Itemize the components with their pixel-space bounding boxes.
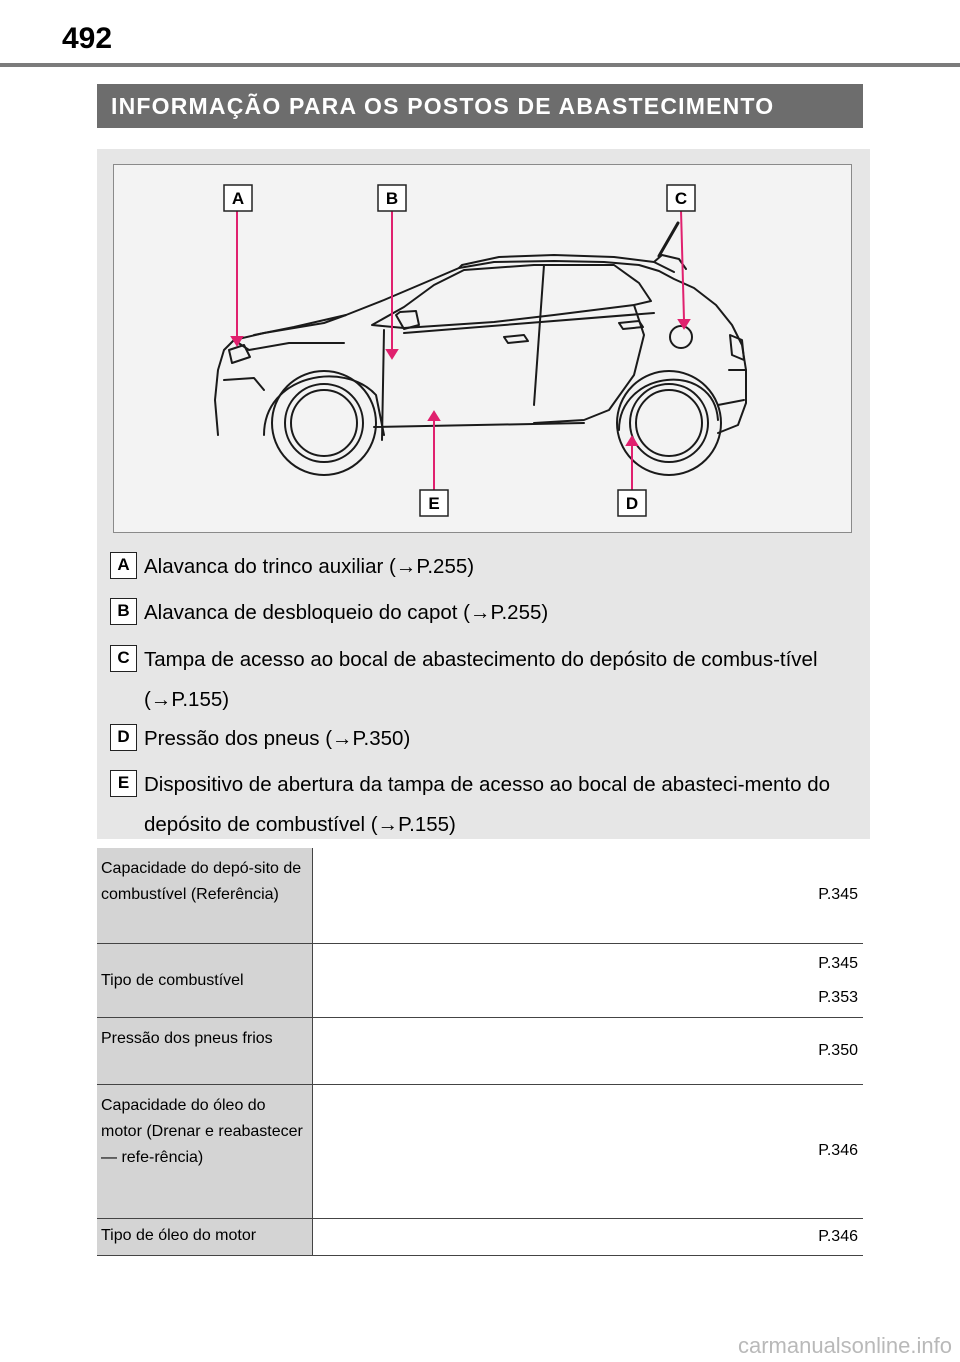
row-value-oil-type: P.346 — [818, 1227, 858, 1245]
legend-badge-a: A — [110, 552, 137, 579]
legend-badge-b: B — [110, 598, 137, 625]
row-value-fuel-type-1: P.345 — [818, 955, 858, 972]
callout-e: E — [428, 494, 440, 513]
legend-text-a: Alavanca do trinco auxiliar (→P.255) — [144, 555, 475, 578]
callout-a: A — [231, 189, 245, 208]
row-label-oil-capacity: Capacidade do óleo do motor (Drenar e reabastecer — refe-rência) — [97, 1084, 312, 1218]
legend-text-e: Dispositivo de abertura da tampa de acesso ao bocal de abasteci-mento do depósito de combustível (→P.155) — [144, 773, 831, 836]
row-value-fuel-type-2: P.353 — [818, 989, 858, 1006]
row-value-tire-pressure: P.350 — [818, 1041, 858, 1059]
legend-badge-d: D — [110, 724, 137, 751]
row-value-oil-capacity: P.346 — [818, 1142, 858, 1159]
car-illustration — [113, 164, 852, 533]
legend-badge-e: E — [110, 770, 137, 797]
row-values-fuel-type — [312, 943, 863, 1017]
header-rule — [0, 63, 960, 67]
table-row — [97, 943, 863, 1017]
callout-d: D — [625, 494, 639, 513]
legend-badge-c: C — [110, 645, 137, 672]
row-label-fuel-capacity: Capacidade do depó-sito de combustível (Referência) — [97, 848, 312, 943]
callout-b: B — [385, 189, 399, 208]
table-row — [97, 1218, 863, 1255]
page-number: 492 — [62, 22, 113, 55]
watermark: carmanualsonline.info — [737, 1333, 952, 1358]
row-value-fuel-capacity: P.345 — [818, 886, 858, 904]
legend-text-d: Pressão dos pneus (→P.350) — [144, 727, 411, 750]
reference-table — [97, 848, 863, 1256]
callout-c: C — [674, 189, 688, 208]
row-label-oil-type: Tipo de óleo do motor — [97, 1218, 312, 1255]
legend-text-b: Alavanca de desbloqueio do capot (→P.255) — [144, 601, 549, 624]
legend-text-c: Tampa de acesso ao bocal de abastecimento do depósito de combus-tível (→P.155) — [144, 648, 818, 711]
row-label-fuel-type: Tipo de combustível — [97, 943, 312, 1017]
table-row — [97, 1017, 863, 1084]
row-label-tire-pressure: Pressão dos pneus frios — [97, 1017, 312, 1084]
table-row — [97, 1084, 863, 1218]
section-title: INFORMAÇÃO PARA OS POSTOS DE ABASTECIMENTO — [97, 84, 863, 128]
table-row — [97, 848, 863, 943]
car-side-view — [114, 165, 853, 534]
